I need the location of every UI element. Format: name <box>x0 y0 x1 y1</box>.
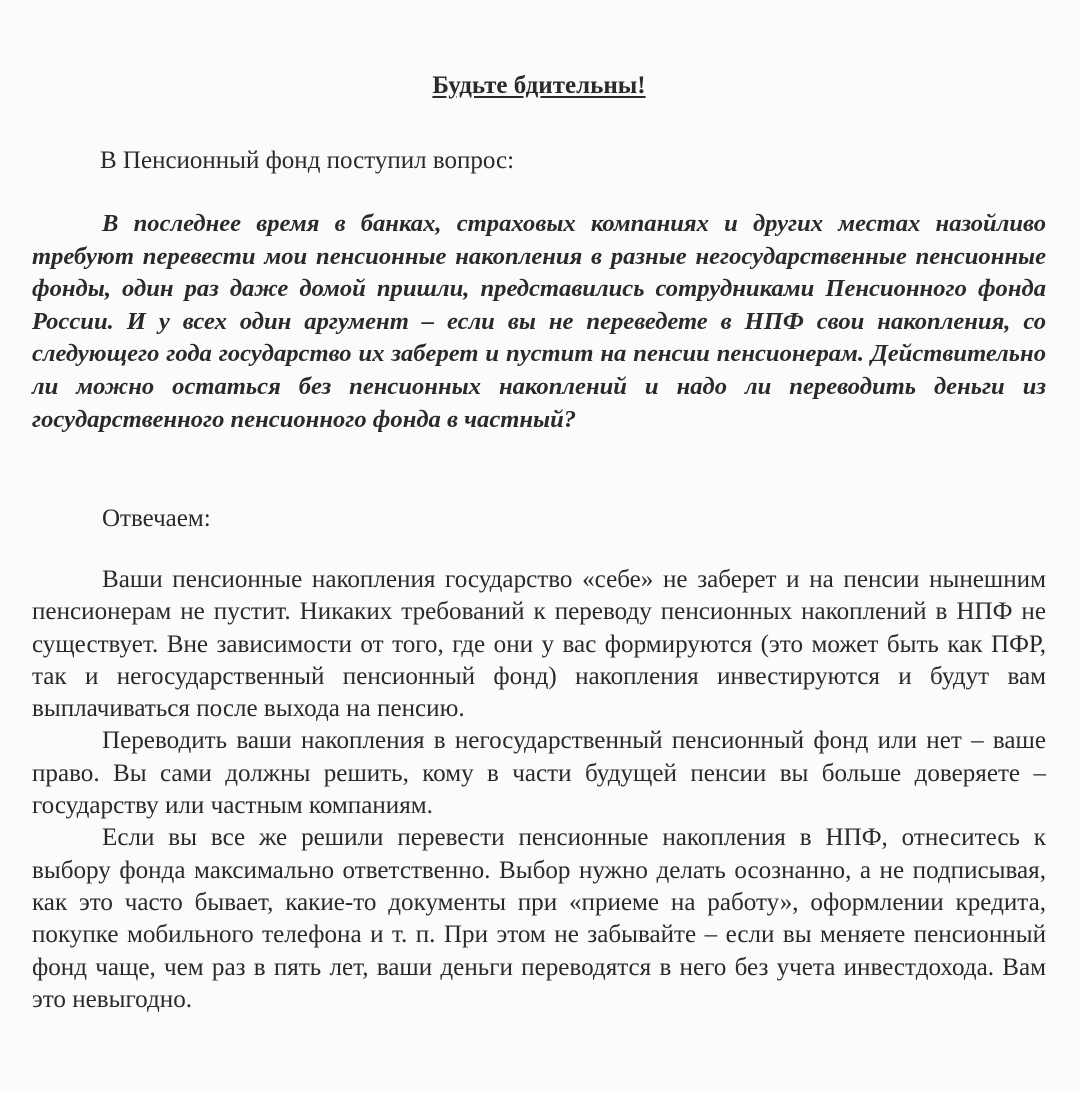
document-page <box>32 0 1046 1093</box>
document-title: Будьте бдительны! <box>432 72 646 99</box>
answer-paragraph: Если вы все же решили перевести пенсионные накопления в НПФ, отнеситесь к выбору фонда максимально ответственно. Выбор нужно делать осознанно, а не подписывая, как это часто бывает, какие-то документы при «приеме на работу», оформлении кредита, покупке мобильного телефона и т. п. При этом не забывайте – если вы меняете пенсионный фонд чаще, чем раз в пять лет, ваши деньги переводятся в него без учета инвестдохода. Вам это невыгодно. <box>32 824 1046 1013</box>
answer-body <box>32 564 1046 1016</box>
answer-paragraph: Ваши пенсионные накопления государство «себе» не заберет и на пенсии нынешним пенсионерам не пустит. Никаких требований к переводу пенсионных накоплений в НПФ не существует. Вне зависимости от того, где они у вас формируются (это может быть как ПФР, так и негосударственный пенсионный фонд) накопления инвестируются и будут вам выплачиваться после выхода на пенсию. <box>32 566 1046 723</box>
question-text: В последнее время в банках, страховых компаниях и других местах назойливо требуют перевести мои пенсионные накопления в разные негосударственные пенсионные фонды, один раз даже домой пришли, представились сотрудниками Пенсионного фонда России. И у всех один аргумент – если вы не переведете в НПФ свои накопления, со следующего года государство их заберет и пустит на пенсии пенсионерам. Действительно ли можно остаться без пенсионных накоплений и надо ли переводить деньги из государственного пенсионного фонда в частный? <box>32 210 1046 433</box>
answer-paragraph: Переводить ваши накопления в негосударственный пенсионный фонд или нет – ваше право. Вы сами должны решить, кому в части будущей пенсии вы больше доверяете – государству или частным компаниям. <box>32 727 1046 820</box>
intro-line: В Пенсионный фонд поступил вопрос: <box>100 147 515 174</box>
answer-label: Отвечаем: <box>102 505 211 532</box>
